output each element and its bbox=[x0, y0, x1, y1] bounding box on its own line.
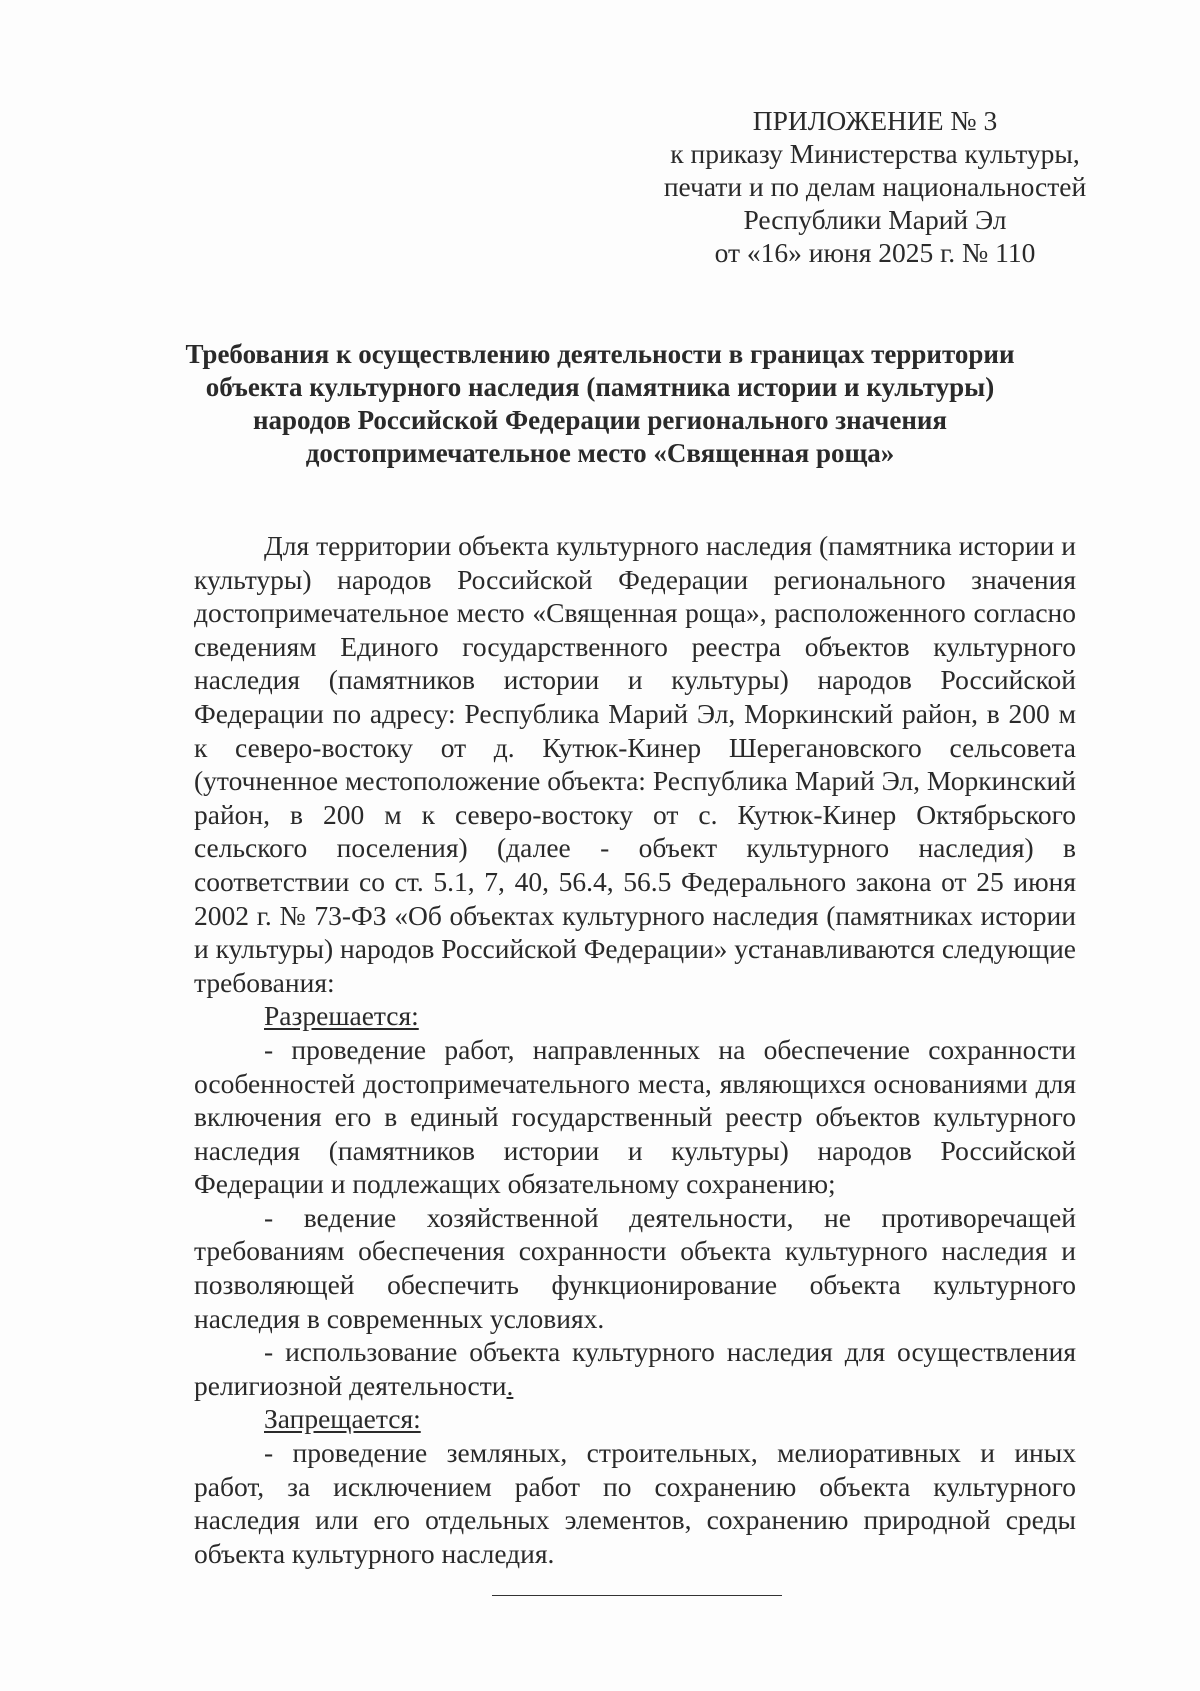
title-line-2: объекта культурного наследия (памятника истории и культуры) bbox=[205, 372, 995, 402]
title-line-3: народов Российской Федерации регионального значения bbox=[252, 405, 948, 435]
allowed-item-3 bbox=[194, 1335, 1076, 1402]
allowed-heading-line bbox=[194, 999, 1076, 1033]
appendix-republic-line: Республики Марий Эл bbox=[743, 204, 1007, 235]
closing-rule bbox=[492, 1595, 782, 1596]
appendix-header bbox=[640, 104, 1110, 269]
allowed-item-3-end: . bbox=[506, 1369, 514, 1401]
allowed-item-1: - проведение работ, направленных на обеспечение сохранности особенностей достопримечательного места, являющихся основаниями для включения его в единый государственный реестр объектов культурного наследия (памятников истории и культуры) народов Российской Федерации и подлежащих обязательному сохранению; bbox=[194, 1033, 1076, 1200]
title-line-1: Требования к осуществлению деятельности в границах территории bbox=[185, 339, 1015, 369]
prohibited-heading-line bbox=[194, 1402, 1076, 1436]
document-title bbox=[150, 338, 1050, 470]
document-body bbox=[194, 529, 1076, 1570]
appendix-date-line: от «16» июня 2025 г. № 110 bbox=[714, 237, 1036, 268]
prohibited-heading: Запрещается: bbox=[264, 1403, 421, 1435]
prohibited-item-1: - проведение земляных, строительных, мелиоративных и иных работ, за исключением работ по сохранению объекта культурного наследия или его отдельных элементов, сохранению природной среды объекта культурного наследия. bbox=[194, 1437, 1076, 1569]
allowed-heading: Разрешается: bbox=[264, 1000, 419, 1032]
allowed-item-2: - ведение хозяйственной деятельности, не противоречащей требованиям обеспечения сохранности объекта культурного наследия и позволяющей обеспечить функционирование объекта культурного наследия в современных условиях. bbox=[194, 1201, 1076, 1334]
appendix-number: ПРИЛОЖЕНИЕ № 3 bbox=[752, 105, 998, 136]
intro-paragraph: Для территории объекта культурного наследия (памятника истории и культуры) народов Российской Федерации регионального значения достопримечательное место «Священная роща», расположенного согласно сведениям Единого государственного реестра объектов культурного наследия (памятников истории и культуры) народов Российской Федерации по адресу: Республика Марий Эл, Моркинский район, в 200 м к северо-востоку от д. Кутюк-Кинер Шерегановского сельсовета (уточненное местоположение объекта: Республика Марий Эл, Моркинский район, в 200 м к северо-востоку от с. Кутюк-Кинер Октябрьского сельского поселения) (далее - объект культурного наследия) в соответствии со ст. 5.1, 7, 40, 56.4, 56.5 Федерального закона от 25 июня 2002 г. № 73-ФЗ «Об объектах культурного наследия (памятниках истории и культуры) народов Российской Федерации» устанавливаются следующие требования: bbox=[194, 530, 1076, 998]
title-line-4: достопримечательное место «Священная роща» bbox=[305, 438, 895, 468]
appendix-ministry-line: печати и по делам национальностей bbox=[663, 171, 1087, 202]
appendix-order-line: к приказу Министерства культуры, bbox=[670, 138, 1080, 169]
allowed-item-3-text: - использование объекта культурного наследия для осуществления религиозной деятельности bbox=[194, 1336, 1076, 1401]
